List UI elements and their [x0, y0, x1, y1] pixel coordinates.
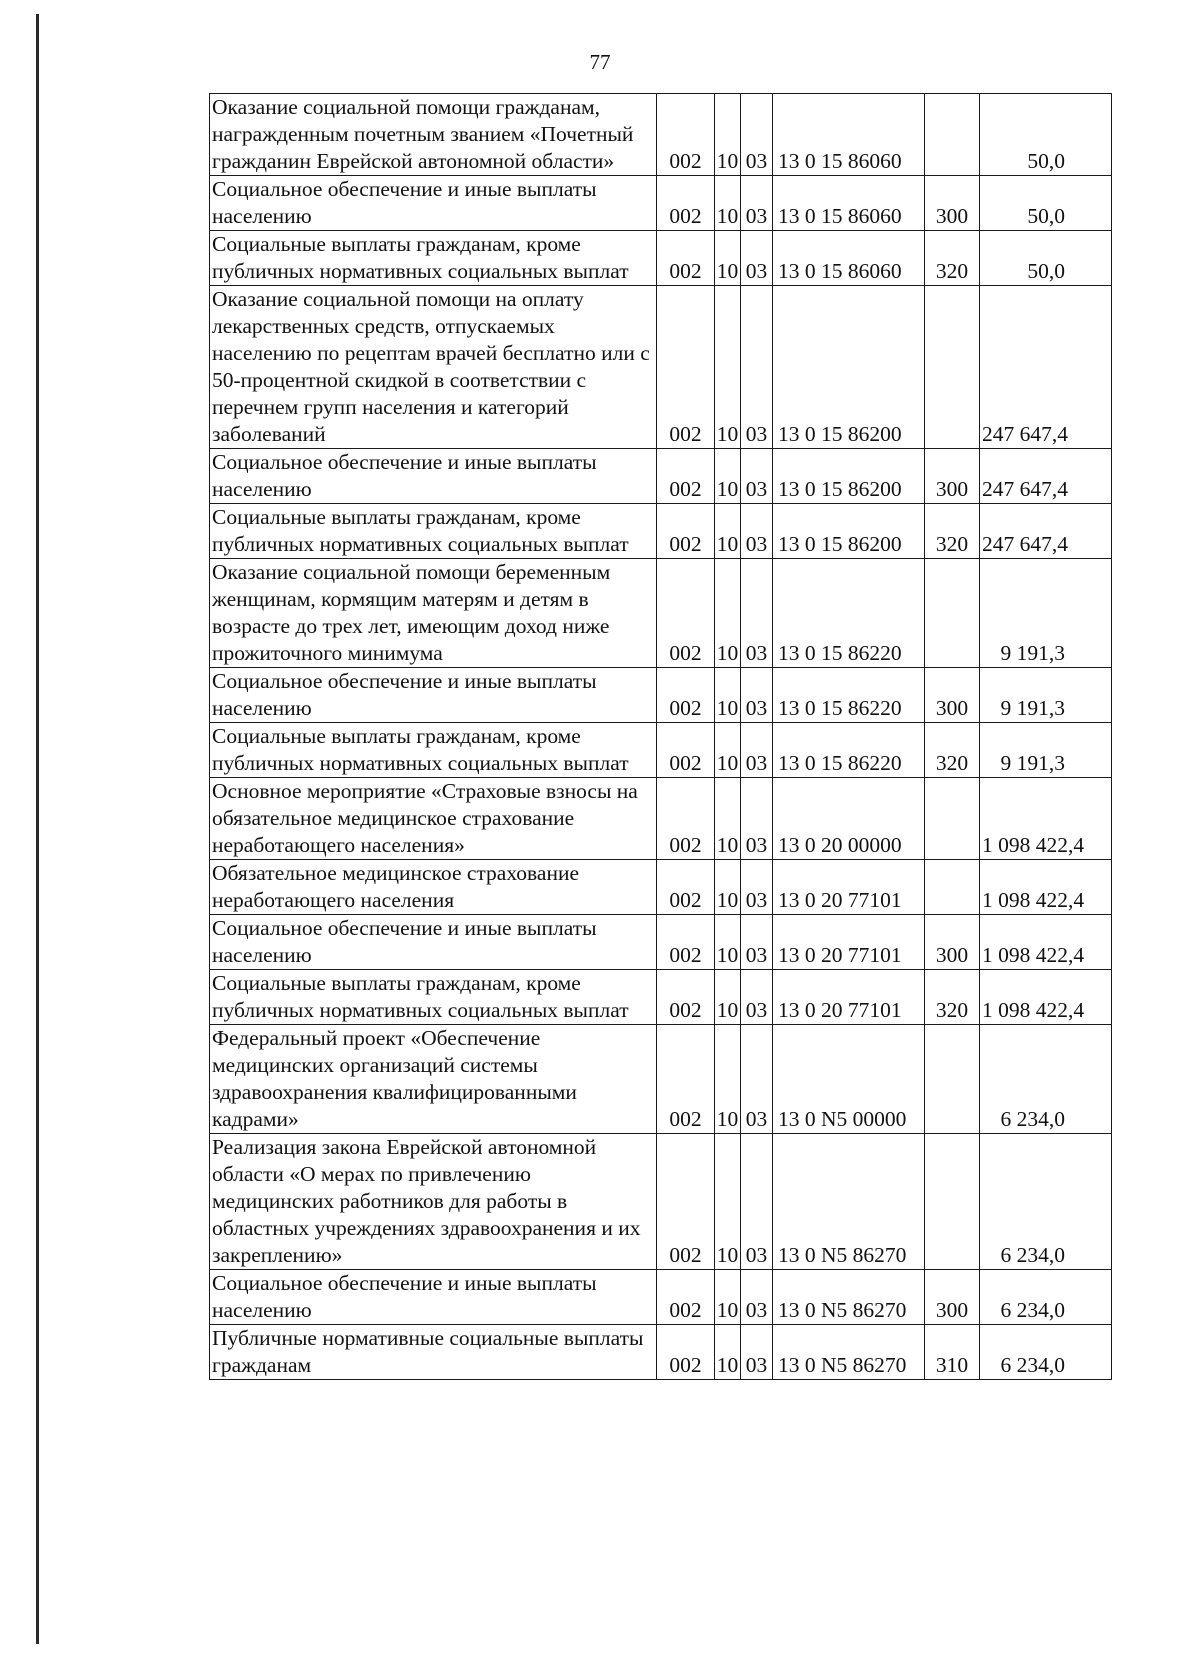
- amount-cell: 247 647,4: [980, 504, 1112, 559]
- expense-type-cell: 320: [925, 723, 980, 778]
- section-code-cell: 10: [715, 778, 741, 860]
- row-name-cell: Публичные нормативные социальные выплаты гражданам: [210, 1325, 657, 1380]
- ministry-code-cell: 002: [657, 94, 715, 176]
- section-code-cell: 10: [715, 723, 741, 778]
- row-name-cell: Социальные выплаты гражданам, кроме публичных нормативных социальных выплат: [210, 504, 657, 559]
- subsection-code-cell: 03: [741, 504, 773, 559]
- subsection-code-cell: 03: [741, 1270, 773, 1325]
- table-row: [210, 1134, 1112, 1270]
- expense-type-cell: 300: [925, 915, 980, 970]
- ministry-code-cell: 002: [657, 176, 715, 231]
- target-article-cell: 13 0 20 00000: [773, 778, 925, 860]
- target-article-cell: 13 0 20 77101: [773, 970, 925, 1025]
- table-row: [210, 1270, 1112, 1325]
- ministry-code-cell: 002: [657, 504, 715, 559]
- section-code-cell: 10: [715, 176, 741, 231]
- amount-cell: 6 234,0: [980, 1134, 1112, 1270]
- expense-type-cell: 300: [925, 668, 980, 723]
- section-code-cell: 10: [715, 559, 741, 668]
- amount-cell: 50,0: [980, 176, 1112, 231]
- table-row: [210, 449, 1112, 504]
- subsection-code-cell: 03: [741, 860, 773, 915]
- target-article-cell: 13 0 15 86200: [773, 286, 925, 449]
- subsection-code-cell: 03: [741, 176, 773, 231]
- expense-type-cell: [925, 1025, 980, 1134]
- subsection-code-cell: 03: [741, 449, 773, 504]
- row-name-cell: Социальное обеспечение и иные выплаты населению: [210, 1270, 657, 1325]
- row-name-cell: Оказание социальной помощи гражданам, награжденным почетным званием «Почетный гражданин Еврейской автономной области»: [210, 94, 657, 176]
- amount-cell: 1 098 422,4: [980, 915, 1112, 970]
- subsection-code-cell: 03: [741, 94, 773, 176]
- section-code-cell: 10: [715, 1325, 741, 1380]
- row-name-cell: Оказание социальной помощи на оплату лекарственных средств, отпускаемых населению по рецептам врачей бесплатно или с 50-процентной скидкой в соответствии с перечнем групп населения и категорий заболеваний: [210, 286, 657, 449]
- expense-type-cell: 320: [925, 231, 980, 286]
- target-article-cell: 13 0 N5 86270: [773, 1325, 925, 1380]
- ministry-code-cell: 002: [657, 970, 715, 1025]
- subsection-code-cell: 03: [741, 286, 773, 449]
- target-article-cell: 13 0 15 86220: [773, 559, 925, 668]
- section-code-cell: 10: [715, 286, 741, 449]
- section-code-cell: 10: [715, 970, 741, 1025]
- ministry-code-cell: 002: [657, 778, 715, 860]
- amount-cell: 1 098 422,4: [980, 860, 1112, 915]
- subsection-code-cell: 03: [741, 1025, 773, 1134]
- section-code-cell: 10: [715, 449, 741, 504]
- section-code-cell: 10: [715, 915, 741, 970]
- target-article-cell: 13 0 15 86060: [773, 94, 925, 176]
- target-article-cell: 13 0 15 86060: [773, 231, 925, 286]
- section-code-cell: 10: [715, 860, 741, 915]
- subsection-code-cell: 03: [741, 915, 773, 970]
- section-code-cell: 10: [715, 231, 741, 286]
- target-article-cell: 13 0 15 86200: [773, 449, 925, 504]
- amount-cell: 6 234,0: [980, 1325, 1112, 1380]
- table-row: [210, 970, 1112, 1025]
- expense-type-cell: [925, 860, 980, 915]
- amount-cell: 6 234,0: [980, 1270, 1112, 1325]
- subsection-code-cell: 03: [741, 970, 773, 1025]
- table-row: [210, 1325, 1112, 1380]
- target-article-cell: 13 0 15 86220: [773, 723, 925, 778]
- row-name-cell: Социальное обеспечение и иные выплаты населению: [210, 915, 657, 970]
- subsection-code-cell: 03: [741, 559, 773, 668]
- table-row: [210, 723, 1112, 778]
- expense-type-cell: 300: [925, 449, 980, 504]
- table-row: [210, 504, 1112, 559]
- amount-cell: 247 647,4: [980, 286, 1112, 449]
- amount-cell: 1 098 422,4: [980, 970, 1112, 1025]
- target-article-cell: 13 0 N5 86270: [773, 1270, 925, 1325]
- subsection-code-cell: 03: [741, 668, 773, 723]
- amount-cell: 1 098 422,4: [980, 778, 1112, 860]
- section-code-cell: 10: [715, 1025, 741, 1134]
- table-row: [210, 778, 1112, 860]
- table-row: [210, 559, 1112, 668]
- budget-table-body: [210, 94, 1112, 1380]
- target-article-cell: 13 0 N5 86270: [773, 1134, 925, 1270]
- amount-cell: 247 647,4: [980, 449, 1112, 504]
- target-article-cell: 13 0 15 86220: [773, 668, 925, 723]
- amount-cell: 9 191,3: [980, 559, 1112, 668]
- row-name-cell: Социальное обеспечение и иные выплаты населению: [210, 176, 657, 231]
- section-code-cell: 10: [715, 504, 741, 559]
- ministry-code-cell: 002: [657, 1025, 715, 1134]
- row-name-cell: Социальные выплаты гражданам, кроме публичных нормативных социальных выплат: [210, 723, 657, 778]
- target-article-cell: 13 0 N5 00000: [773, 1025, 925, 1134]
- ministry-code-cell: 002: [657, 860, 715, 915]
- subsection-code-cell: 03: [741, 723, 773, 778]
- expense-type-cell: 300: [925, 176, 980, 231]
- row-name-cell: Федеральный проект «Обеспечение медицинских организаций системы здравоохранения квалифицированными кадрами»: [210, 1025, 657, 1134]
- section-code-cell: 10: [715, 94, 741, 176]
- table-row: [210, 668, 1112, 723]
- table-row: [210, 915, 1112, 970]
- table-row: [210, 231, 1112, 286]
- row-name-cell: Социальное обеспечение и иные выплаты населению: [210, 668, 657, 723]
- expense-type-cell: [925, 94, 980, 176]
- expense-type-cell: [925, 778, 980, 860]
- target-article-cell: 13 0 20 77101: [773, 915, 925, 970]
- row-name-cell: Основное мероприятие «Страховые взносы на обязательное медицинское страхование неработающего населения»: [210, 778, 657, 860]
- row-name-cell: Социальные выплаты гражданам, кроме публичных нормативных социальных выплат: [210, 231, 657, 286]
- row-name-cell: Социальные выплаты гражданам, кроме публичных нормативных социальных выплат: [210, 970, 657, 1025]
- table-row: [210, 94, 1112, 176]
- ministry-code-cell: 002: [657, 231, 715, 286]
- amount-cell: 50,0: [980, 94, 1112, 176]
- table-row: [210, 860, 1112, 915]
- ministry-code-cell: 002: [657, 668, 715, 723]
- row-name-cell: Обязательное медицинское страхование неработающего населения: [210, 860, 657, 915]
- ministry-code-cell: 002: [657, 1270, 715, 1325]
- expense-type-cell: [925, 1134, 980, 1270]
- table-row: [210, 176, 1112, 231]
- row-name-cell: Оказание социальной помощи беременным женщинам, кормящим матерям и детям в возрасте до трех лет, имеющим доход ниже прожиточного минимума: [210, 559, 657, 668]
- row-name-cell: Социальное обеспечение и иные выплаты населению: [210, 449, 657, 504]
- ministry-code-cell: 002: [657, 915, 715, 970]
- expense-type-cell: 320: [925, 970, 980, 1025]
- table-row: [210, 286, 1112, 449]
- subsection-code-cell: 03: [741, 778, 773, 860]
- amount-cell: 9 191,3: [980, 723, 1112, 778]
- expense-type-cell: [925, 559, 980, 668]
- subsection-code-cell: 03: [741, 231, 773, 286]
- target-article-cell: 13 0 20 77101: [773, 860, 925, 915]
- section-code-cell: 10: [715, 1270, 741, 1325]
- expense-type-cell: 320: [925, 504, 980, 559]
- table-row: [210, 1025, 1112, 1134]
- ministry-code-cell: 002: [657, 723, 715, 778]
- target-article-cell: 13 0 15 86200: [773, 504, 925, 559]
- ministry-code-cell: 002: [657, 1134, 715, 1270]
- expense-type-cell: 300: [925, 1270, 980, 1325]
- page-number: 77: [589, 50, 611, 74]
- amount-cell: 6 234,0: [980, 1025, 1112, 1134]
- expense-type-cell: [925, 286, 980, 449]
- scan-edge-line: [36, 14, 39, 1644]
- section-code-cell: 10: [715, 1134, 741, 1270]
- subsection-code-cell: 03: [741, 1325, 773, 1380]
- target-article-cell: 13 0 15 86060: [773, 176, 925, 231]
- amount-cell: 9 191,3: [980, 668, 1112, 723]
- ministry-code-cell: 002: [657, 449, 715, 504]
- amount-cell: 50,0: [980, 231, 1112, 286]
- expense-type-cell: 310: [925, 1325, 980, 1380]
- ministry-code-cell: 002: [657, 1325, 715, 1380]
- row-name-cell: Реализация закона Еврейской автономной области «О мерах по привлечению медицинских работников для работы в областных учреждениях здравоохранения и их закреплению»: [210, 1134, 657, 1270]
- ministry-code-cell: 002: [657, 286, 715, 449]
- section-code-cell: 10: [715, 668, 741, 723]
- subsection-code-cell: 03: [741, 1134, 773, 1270]
- ministry-code-cell: 002: [657, 559, 715, 668]
- budget-table: [209, 93, 1112, 1380]
